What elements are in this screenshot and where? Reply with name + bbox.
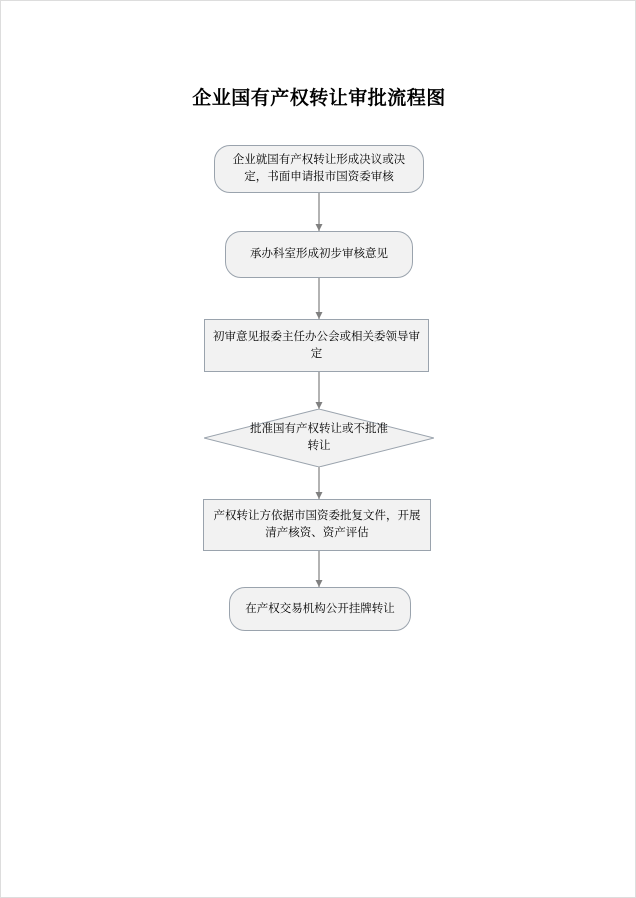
flow-node-label: 企业就国有产权转让形成决议或决定，书面申请报市国资委审核 <box>232 154 406 183</box>
flow-node-label: 在产权交易机构公开挂牌转让 <box>245 602 395 615</box>
flowchart <box>1 131 636 671</box>
flow-node-label: 产权转让方依据市国资委批复文件，开展清产核资、资产评估 <box>213 510 421 539</box>
diamond-shape <box>204 409 434 467</box>
flow-node-asset-evaluation[interactable] <box>203 499 431 551</box>
flow-node-leadership-decision[interactable] <box>204 319 429 372</box>
page-title: 企业国有产权转让审批流程图 <box>192 88 446 109</box>
flow-node-application[interactable] <box>214 145 424 193</box>
flow-node-public-listing[interactable] <box>229 587 411 631</box>
flow-node-approval-decision[interactable] <box>204 409 434 467</box>
flow-node-label: 初审意见报委主任办公会或相关委领导审定 <box>213 330 420 360</box>
flow-node-label: 承办科室形成初步审核意见 <box>250 248 388 261</box>
flow-node-label: 批准国有产权转让或不批准转让 <box>250 423 388 452</box>
flow-node-initial-review[interactable] <box>225 231 413 278</box>
